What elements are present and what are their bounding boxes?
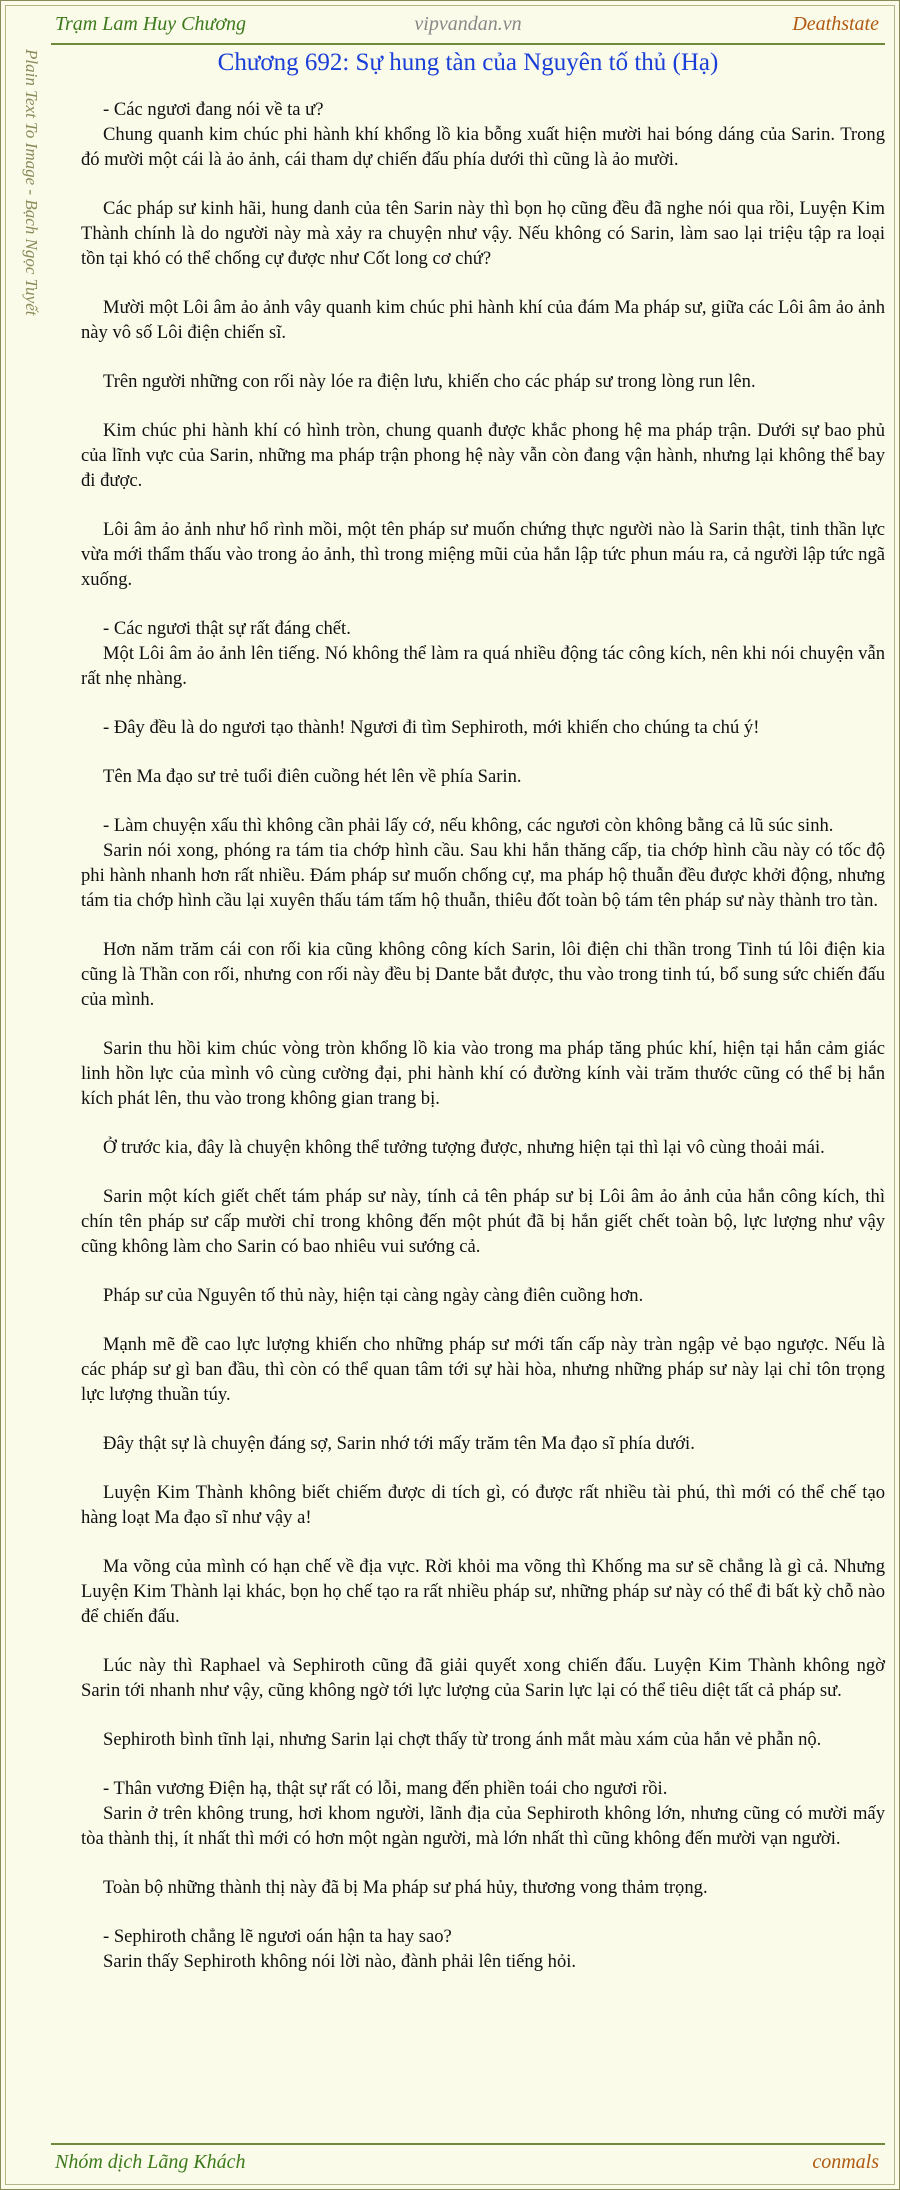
paragraph-line: Luyện Kim Thành không biết chiếm được di tích gì, có được rất nhiều tài phú, thì mới có thể chế tạo hàng loạt Ma đạo sĩ như vậy a!	[81, 1482, 885, 1528]
paragraph-line: Pháp sư của Nguyên tố thủ này, hiện tại càng ngày càng điên cuồng hơn.	[103, 1285, 644, 1306]
paragraph	[81, 1554, 885, 1629]
paragraph-line: Sarin ở trên không trung, hơi khom người, lãnh địa của Sephiroth không lớn, nhưng cũng có mười mấy tòa thành thị, ít nhất thì mới có hơn một ngàn người, mà lớn nhất thì cũng không đến mười vạn người.	[81, 1803, 885, 1849]
paragraph	[81, 1283, 885, 1308]
paragraph	[81, 1776, 885, 1851]
paragraph-line: Các pháp sư kinh hãi, hung danh của tên Sarin này thì bọn họ cũng đều đã nghe nói qua rồi, Luyện Kim Thành chính là do người này mà xảy ra chuyện như vậy. Nếu không có Sarin, làm sao lại triệu tập ra loại tồn tại khó có thể chống cự được như Cốt long cơ chứ?	[81, 198, 885, 269]
paragraph	[81, 1332, 885, 1407]
paragraph-line: - Sephiroth chẳng lẽ ngươi oán hận ta hay sao?	[103, 1926, 452, 1947]
paragraph-line: Sarin nói xong, phóng ra tám tia chớp hình cầu. Sau khi hắn thăng cấp, tia chớp hình cầu này có tốc độ phi hành nhanh hơn rất nhiều. Đám pháp sư muốn chống cự, ma pháp hộ thuẫn đều được khởi động, nhưng tám tia chớp hình cầu lại xuyên thấu tám tấm hộ thuẫn, thiêu đốt toàn bộ tám tên pháp sư này thành tro tàn.	[81, 840, 885, 911]
paragraph	[81, 196, 885, 271]
header-site-text: vipvandan.vn	[414, 13, 522, 35]
paragraph-line: Sarin thu hồi kim chúc vòng tròn khổng lồ kia vào trong ma pháp tăng phúc khí, hiện tại hắn cảm giác linh hồn lực của mình vô cùng cường đại, phi hành khí có đường kính vài trăm thước cũng có thể bị hắn kích phát lên, thu vào trong không gian trang bị.	[81, 1038, 885, 1109]
paragraph-line: Sephiroth bình tĩnh lại, nhưng Sarin lại chợt thấy từ trong ánh mắt màu xám của hắn vẻ phẫn nộ.	[103, 1729, 822, 1750]
paragraph	[81, 1431, 885, 1456]
paragraph-line: Ma võng của mình có hạn chế về địa vực. Rời khỏi ma võng thì Khống ma sư sẽ chẳng là gì cả. Nhưng Luyện Kim Thành lại khác, bọn họ chế tạo ra rất nhiều pháp sư, những pháp sư này có thể đi bất kỳ chỗ nào để chiến đấu.	[81, 1556, 885, 1627]
paragraph-line: - Đây đều là do ngươi tạo thành! Ngươi đi tìm Sephiroth, mới khiến cho chúng ta chú ý!	[103, 717, 760, 738]
paragraph-line: Đây thật sự là chuyện đáng sợ, Sarin nhớ tới mấy trăm tên Ma đạo sĩ phía dưới.	[103, 1433, 695, 1454]
chapter-title: Chương 692: Sự hung tàn của Nguyên tố thủ (Hạ)	[217, 49, 719, 76]
chapter-body	[81, 97, 885, 1998]
paragraph-line: - Làm chuyện xấu thì không cần phải lấy cớ, nếu không, các ngươi còn không bằng cả lũ súc sinh.	[103, 815, 834, 836]
paragraph-line: Mười một Lôi âm ảo ảnh vây quanh kim chúc phi hành khí của đám Ma pháp sư, giữa các Lôi âm ảo ảnh này vô số Lôi điện chiến sĩ.	[81, 297, 885, 343]
paragraph	[81, 1135, 885, 1160]
paragraph	[81, 813, 885, 913]
header-left-text: Trạm Lam Huy Chương	[55, 13, 247, 35]
paragraph	[81, 1653, 885, 1703]
paragraph	[81, 97, 885, 172]
paragraph-line: - Các ngươi thật sự rất đáng chết.	[103, 618, 351, 639]
paragraph-line: Mạnh mẽ đề cao lực lượng khiến cho những pháp sư mới tấn cấp này tràn ngập vẻ bạo ngược. Nếu là các pháp sư gì ban đầu, thì còn có thể quan tâm tới sự hài hòa, nhưng những pháp sư này lại chỉ tôn trọng lực lượng thuần túy.	[81, 1334, 885, 1405]
paragraph	[81, 418, 885, 493]
paragraph	[81, 295, 885, 345]
paragraph-line: - Các ngươi đang nói về ta ư?	[103, 99, 324, 120]
paragraph-line: Hơn năm trăm cái con rối kia cũng không công kích Sarin, lôi điện chi thần trong Tinh tú lôi điện kia cũng là Thần con rối, nhưng con rối này đều bị Dante bắt được, thu vào trong tinh tú, bổ sung sức chiến đấu của mình.	[81, 939, 885, 1010]
paragraph-line: Kim chúc phi hành khí có hình tròn, chung quanh được khắc phong hệ ma pháp trận. Dưới sự bao phủ của lĩnh vực của Sarin, những ma pháp trận phong hệ này vẫn còn đang vận hành, nhưng lại không thể bay đi được.	[81, 420, 885, 491]
paragraph	[81, 1924, 885, 1974]
paragraph	[81, 1480, 885, 1530]
paragraph-line: Ở trước kia, đây là chuyện không thể tưởng tượng được, nhưng hiện tại thì lại vô cùng thoải mái.	[103, 1137, 825, 1158]
paragraph-line: Sarin thấy Sephiroth không nói lời nào, đành phải lên tiếng hỏi.	[103, 1951, 577, 1972]
paragraph	[81, 517, 885, 592]
paragraph-line: Lôi âm ảo ảnh như hổ rình mồi, một tên pháp sư muốn chứng thực người nào là Sarin thật, tinh thần lực vừa mới thẩm thấu vào trong ảo ảnh, thì trong miệng mũi của hắn lập tức phun máu ra, cả người lập tức ngã xuống.	[81, 519, 885, 590]
paragraph	[81, 1184, 885, 1259]
paragraph-line: Toàn bộ những thành thị này đã bị Ma pháp sư phá hủy, thương vong thảm trọng.	[103, 1877, 708, 1898]
paragraph-line: Chung quanh kim chúc phi hành khí khổng lồ kia bỗng xuất hiện mười hai bóng dáng của Sarin. Trong đó mười một cái là ảo ảnh, cái tham dự chiến đấu phía dưới thì cũng là ảo mười.	[81, 124, 885, 170]
paragraph-line: Tên Ma đạo sư trẻ tuổi điên cuồng hét lên về phía Sarin.	[103, 766, 522, 787]
footer-left-text: Nhóm dịch Lãng Khách	[55, 2151, 246, 2173]
paragraph-line: Sarin một kích giết chết tám pháp sư này, tính cả tên pháp sư bị Lôi âm ảo ảnh của hắn công kích, thì chín tên pháp sư cấp mười chỉ trong không đến một phút đã bị hắn giết chết toàn bộ, lực lượng như vậy cũng không làm cho Sarin có bao nhiêu vui sướng cả.	[81, 1186, 885, 1257]
paragraph	[81, 937, 885, 1012]
paragraph-line: Trên người những con rối này lóe ra điện lưu, khiến cho các pháp sư trong lòng run lên.	[103, 371, 756, 392]
footer-right-text: conmals	[812, 2151, 879, 2173]
paragraph	[81, 1875, 885, 1900]
paragraph	[81, 369, 885, 394]
paragraph	[81, 1727, 885, 1752]
paragraph	[81, 715, 885, 740]
paragraph	[81, 764, 885, 789]
paragraph	[81, 616, 885, 691]
page-footer	[51, 2143, 885, 2181]
paragraph-line: Lúc này thì Raphael và Sephiroth cũng đã giải quyết xong chiến đấu. Luyện Kim Thành không ngờ Sarin tới nhanh như vậy, cũng không ngờ tới lực lượng của Sarin lực lại có thể tiêu diệt tất cả pháp sư.	[81, 1655, 885, 1701]
paragraph-line: - Thân vương Điện hạ, thật sự rất có lỗi, mang đến phiền toái cho ngươi rồi.	[103, 1778, 668, 1799]
paragraph	[81, 1036, 885, 1111]
page-header	[51, 9, 885, 45]
paragraph-line: Một Lôi âm ảo ảnh lên tiếng. Nó không thể làm ra quá nhiều động tác công kích, nên khi nói chuyện vẫn rất nhẹ nhàng.	[81, 643, 885, 689]
side-watermark-text: Plain Text To Image - Bạch Ngọc Tuyết	[22, 49, 41, 316]
header-right-text: Deathstate	[792, 13, 879, 35]
